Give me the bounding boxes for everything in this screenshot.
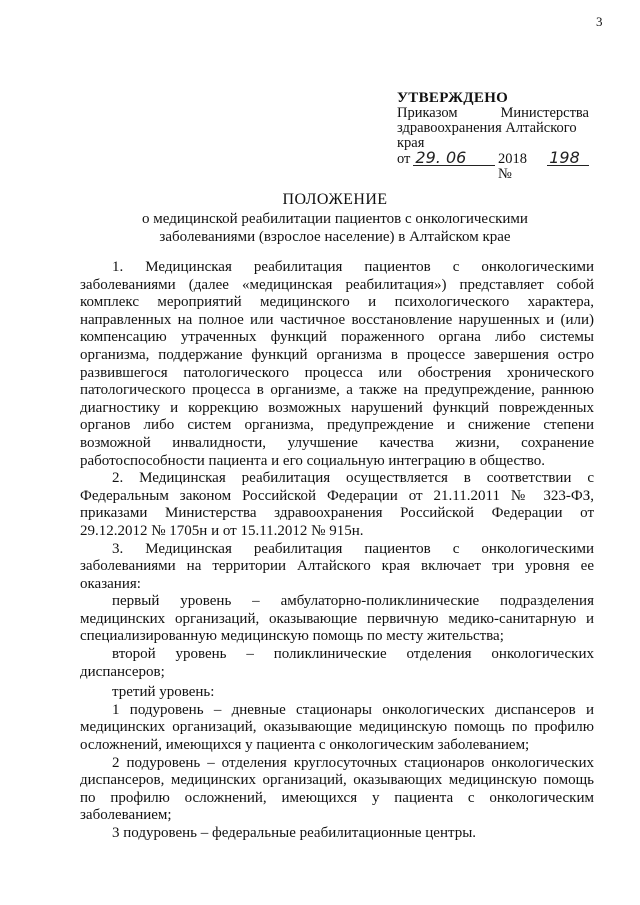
approval-ministry-word: Министерства	[500, 105, 589, 121]
sublevel-1: 1 подуровень – дневные стационары онкологических диспансеров и медицинских организаций, оказывающие медицинскую помощь по профилю осложнений, имеющихся у пациента с онкологическим заболеванием;	[80, 701, 594, 754]
approval-order-word: Приказом	[397, 105, 458, 121]
page-number: 3	[596, 14, 603, 29]
paragraph-1: 1. Медицинская реабилитация пациентов с онкологическими заболеваниями (далее «медицинская реабилитация») представляет собой комплекс мероприятий медицинского и психологического характера, направленных на полное или частичное восстановление нарушенных и (или) компенсацию утраченных функций пораженного органа либо системы организма, поддержание функций организма в процессе завершения остро развившегося патологического процесса или обострения хронического патологического процесса в организме, а также на предупреждение, раннюю диагностику и коррекцию возможных нарушений функций поврежденных органов либо систем организма, предупреждение и снижение степени возможной инвалидности, улучшение качества жизни, сохранение работоспособности пациента и его социальную интеграцию в общество.	[80, 259, 594, 469]
document-body	[80, 259, 594, 843]
level-first: первый уровень – амбулаторно-поликлинические подразделения медицинских организаций, оказывающие первичную медико-санитарную и специализированную медицинскую помощь по месту жительства;	[80, 593, 594, 645]
document-title-block	[100, 190, 570, 246]
sublevel-2: 2 подуровень – отделения круглосуточных стационаров онкологических диспансеров, медицинских организаций, оказывающих медицинскую помощь по профилю осложнений, имеющихся у пациента с онкологическим заболеванием;	[80, 754, 594, 824]
approval-date-line	[397, 148, 589, 182]
approval-year-number-label: 2018 №	[497, 151, 527, 182]
paragraph-3: 3. Медицинская реабилитация пациентов с онкологическими заболеваниями на территории Алтайского края включает три уровня ее оказания:	[80, 540, 594, 592]
paragraph-2: 2. Медицинская реабилитация осуществляется в соответствии с Федеральным законом Российской Федерации от 21.11.2011 № 323-ФЗ, приказами Министерства здравоохранения Российской Федерации от 29.12.2012 № 1705н и от 15.11.2012 № 915н.	[80, 470, 594, 539]
level-second: второй уровень – поликлинические отделения онкологических диспансеров;	[80, 646, 594, 680]
approval-order-line	[397, 106, 589, 121]
sublevel-3: 3 подуровень – федеральные реабилитационные центры.	[112, 825, 477, 841]
approval-handwritten-date: 29. 06	[413, 151, 495, 166]
approval-heading: УТВЕРЖДЕНО	[397, 90, 509, 106]
level-third: третий уровень:	[112, 684, 215, 701]
approval-ministry-line: здравоохранения Алтайского	[397, 120, 577, 136]
document-subtitle-line-2: заболеваниями (взрослое население) в Алтайском крае	[159, 229, 511, 245]
approval-date-prefix: от	[397, 151, 411, 167]
approval-handwritten-number: 198	[547, 151, 589, 166]
document-subtitle-line-1: о медицинской реабилитации пациентов с онкологическими	[142, 211, 528, 227]
approval-block	[397, 91, 589, 182]
document-title: ПОЛОЖЕНИЕ	[282, 191, 388, 208]
approval-region-line: края	[397, 135, 425, 151]
